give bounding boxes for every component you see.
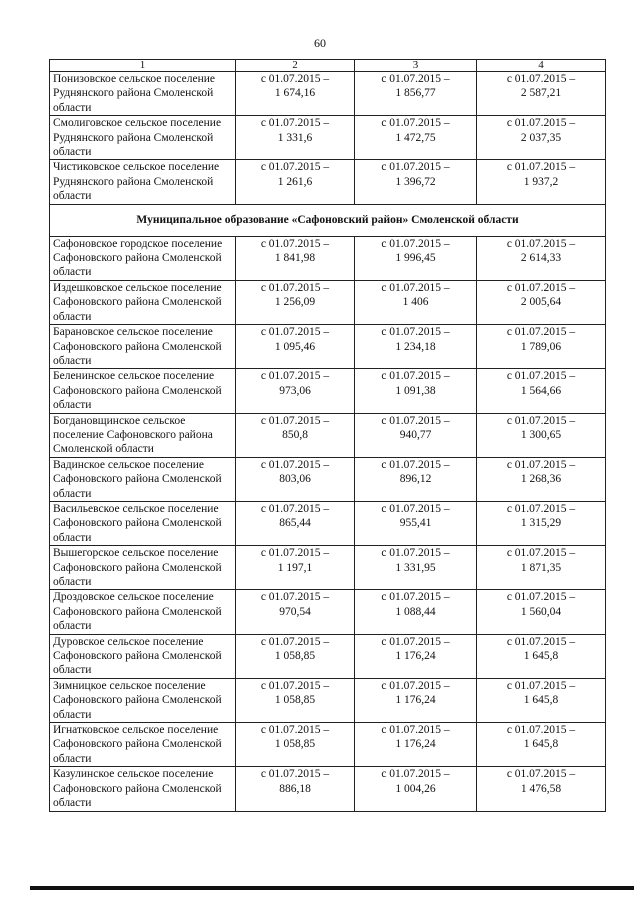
settlement-name: Смолиговское сельское поселение Руднянского района Смоленской области [50,116,236,160]
tariff-period: с 01.07.2015 – [381,635,450,648]
tariff-period: с 01.07.2015 – [381,370,450,383]
tariff-value: 1 472,75 [395,131,436,144]
tariff-period: с 01.07.2015 – [381,237,450,250]
section-row [50,204,606,236]
tariff-value: 1 256,09 [274,296,316,309]
tariff-cell [355,546,477,590]
table-row [50,325,606,369]
column-header: 4 [477,60,606,72]
tariff-cell [355,457,477,501]
tariff-period: с 01.07.2015 – [260,591,330,604]
tariff-period: с 01.07.2015 – [381,679,450,692]
table-row [50,369,606,413]
tariff-value: 865,44 [279,517,311,530]
tariff-period: с 01.07.2015 – [506,73,576,85]
tariff-value: 1 396,72 [395,175,436,188]
tariff-cell [236,457,355,501]
settlement-name: Игнатковское сельское поселение Сафоновского района Смоленской области [50,723,236,767]
table-row [50,501,606,545]
tariff-value: 1 560,04 [520,605,562,618]
tariff-value: 1 268,36 [520,473,562,486]
tariff-cell [477,723,606,767]
tariff-period: с 01.07.2015 – [260,161,330,174]
tariff-period: с 01.07.2015 – [260,237,330,250]
tariff-period: с 01.07.2015 – [506,679,576,692]
tariff-period: с 01.07.2015 – [260,414,330,427]
column-header: 3 [355,60,477,72]
tariff-value: 1 058,85 [274,694,316,707]
settlement-name: Чистиковское сельское поселение Руднянского района Смоленской области [50,160,236,204]
settlement-name: Богдановщинское сельское поселение Сафоновского района Смоленской области [50,413,236,457]
tariff-cell [477,280,606,324]
tariff-cell [355,236,477,280]
tariff-period: с 01.07.2015 – [506,117,576,130]
tariff-cell [355,116,477,160]
table-row [50,236,606,280]
tariff-period: с 01.07.2015 – [381,281,450,294]
tariff-period: с 01.07.2015 – [506,458,576,471]
tariff-cell [236,590,355,634]
settlement-name: Васильевское сельское поселение Сафоновского района Смоленской области [50,501,236,545]
tariff-value: 886,18 [279,782,311,795]
tariff-period: с 01.07.2015 – [381,768,450,781]
tariff-period: с 01.07.2015 – [260,326,330,339]
tariff-cell [236,767,355,811]
tariff-value: 1 261,6 [277,175,313,188]
footer-rule [30,886,634,890]
tariff-value: 1 331,95 [395,561,436,574]
tariff-value: 896,12 [399,473,432,486]
settlement-name: Вадинское сельское поселение Сафоновского района Смоленской области [50,457,236,501]
tariff-cell [477,116,606,160]
tariff-period: с 01.07.2015 – [381,547,450,560]
tariff-cell [355,678,477,722]
tariff-cell [236,369,355,413]
settlement-name: Барановское сельское поселение Сафоновского района Смоленской области [50,325,236,369]
tariff-value: 1 789,06 [520,340,562,353]
tariff-value: 1 004,26 [395,782,436,795]
tariff-cell [477,590,606,634]
settlement-name: Беленинское сельское поселение Сафоновского района Смоленской области [50,369,236,413]
tariff-period: с 01.07.2015 – [381,414,450,427]
tariff-period: с 01.07.2015 – [381,161,450,174]
tariff-value: 1 058,85 [274,650,316,663]
tariff-cell [355,72,477,116]
tariff-value: 850,8 [282,428,308,441]
tariff-value: 1 856,77 [395,87,436,100]
tariff-period: с 01.07.2015 – [506,502,576,515]
tariff-cell [355,767,477,811]
column-header: 2 [236,60,355,72]
tariff-value: 1 300,65 [520,428,562,441]
tariff-value: 1 095,46 [274,340,316,353]
tariff-period: с 01.07.2015 – [260,635,330,648]
tariff-period: с 01.07.2015 – [260,458,330,471]
tariff-cell [236,413,355,457]
page-number: 60 [314,36,326,50]
tariff-period: с 01.07.2015 – [381,724,450,737]
table-row [50,546,606,590]
tariff-value: 1 406 [402,296,429,309]
tariff-cell [355,325,477,369]
tariff-cell [355,369,477,413]
tariff-cell [477,236,606,280]
table-row [50,160,606,204]
tariff-value: 2 037,35 [520,131,562,144]
tariff-period: с 01.07.2015 – [260,73,330,85]
tariff-period: с 01.07.2015 – [506,635,576,648]
tariff-value: 1 841,98 [274,252,316,265]
tariff-value: 2 587,21 [520,87,562,100]
tariff-value: 1 088,44 [395,605,436,618]
tariff-period: с 01.07.2015 – [506,768,576,781]
tariff-value: 1 871,35 [520,561,562,574]
table-row [50,678,606,722]
tariff-period: с 01.07.2015 – [260,547,330,560]
settlement-name: Издешковское сельское поселение Сафоновского района Смоленской области [50,280,236,324]
tariff-value: 1 645,8 [523,738,559,751]
tariff-value: 940,77 [399,428,432,441]
tariff-cell [477,634,606,678]
tariff-cell [477,369,606,413]
tariff-value: 1 645,8 [523,650,559,663]
tariff-cell [236,280,355,324]
tariff-value: 1 996,45 [395,252,436,265]
settlement-name: Казулинское сельское поселение Сафоновского района Смоленской области [50,767,236,811]
tariff-value: 1 176,24 [395,694,436,707]
tariff-cell [355,590,477,634]
tariff-cell [477,72,606,116]
tariff-value: 1 476,58 [520,782,562,795]
table-header-row [50,60,606,72]
safonovo-rows [50,236,606,811]
settlement-name: Вышегорское сельское поселение Сафоновского района Смоленской области [50,546,236,590]
table-row [50,413,606,457]
tariff-value: 2 614,33 [520,252,562,265]
table-row [50,767,606,811]
tariff-value: 1 091,38 [395,384,436,397]
table-row [50,457,606,501]
table-row [50,116,606,160]
tariff-period: с 01.07.2015 – [381,326,450,339]
tariff-value: 1 645,8 [523,694,559,707]
tariff-cell [236,723,355,767]
tariff-value: 1 234,18 [395,340,436,353]
tariff-cell [477,160,606,204]
section-title: Муниципальное образование «Сафоновский район» Смоленской области [50,204,606,236]
tariff-cell [477,413,606,457]
tariff-value: 1 674,16 [274,87,316,100]
tariff-period: с 01.07.2015 – [260,768,330,781]
tariff-table [49,59,606,812]
tariff-value: 1 331,6 [277,131,313,144]
tariff-cell [477,501,606,545]
tariff-cell [477,678,606,722]
tariff-period: с 01.07.2015 – [381,591,450,604]
tariff-cell [477,767,606,811]
tariff-cell [236,72,355,116]
tariff-period: с 01.07.2015 – [260,281,330,294]
tariff-cell [236,160,355,204]
tariff-cell [355,501,477,545]
tariff-cell [236,501,355,545]
tariff-cell [477,325,606,369]
tariff-cell [236,634,355,678]
tariff-value: 1 058,85 [274,738,316,751]
tariff-period: с 01.07.2015 – [506,370,576,383]
tariff-cell [236,325,355,369]
tariff-cell [355,413,477,457]
tariff-period: с 01.07.2015 – [381,502,450,515]
tariff-cell [355,634,477,678]
tariff-cell [236,678,355,722]
tariff-value: 970,54 [279,605,311,618]
tariff-cell [355,723,477,767]
tariff-value: 955,41 [399,517,432,530]
tariff-period: с 01.07.2015 – [381,117,450,130]
tariff-value: 1 176,24 [395,738,436,751]
tariff-period: с 01.07.2015 – [260,502,330,515]
tariff-period: с 01.07.2015 – [260,724,330,737]
tariff-cell [236,116,355,160]
tariff-period: с 01.07.2015 – [506,281,576,294]
settlement-name: Дуровское сельское поселение Сафоновского района Смоленской области [50,634,236,678]
tariff-period: с 01.07.2015 – [506,326,576,339]
tariff-cell [236,546,355,590]
tariff-cell [355,160,477,204]
tariff-cell [355,280,477,324]
tariff-period: с 01.07.2015 – [506,237,576,250]
tariff-period: с 01.07.2015 – [506,414,576,427]
table-row [50,72,606,116]
tariff-cell [477,546,606,590]
rudnya-rows [50,72,606,205]
table-row [50,280,606,324]
tariff-period: с 01.07.2015 – [506,724,576,737]
table-row [50,723,606,767]
tariff-period: с 01.07.2015 – [506,591,576,604]
tariff-period: с 01.07.2015 – [260,370,330,383]
settlement-name: Понизовское сельское поселение Руднянского района Смоленской области [50,72,236,116]
tariff-period: с 01.07.2015 – [506,547,576,560]
tariff-cell [236,236,355,280]
tariff-value: 1 197,1 [277,561,313,574]
tariff-value: 1 937,2 [523,175,559,188]
settlement-name: Дроздовское сельское поселение Сафоновского района Смоленской области [50,590,236,634]
table-row [50,590,606,634]
tariff-cell [477,457,606,501]
tariff-period: с 01.07.2015 – [260,117,330,130]
tariff-period: с 01.07.2015 – [381,458,450,471]
tariff-period: с 01.07.2015 – [381,73,450,85]
tariff-period: с 01.07.2015 – [506,161,576,174]
table-row [50,634,606,678]
tariff-value: 1 176,24 [395,650,436,663]
tariff-value: 1 564,66 [520,384,562,397]
tariff-value: 2 005,64 [520,296,562,309]
tariff-period: с 01.07.2015 – [260,679,330,692]
tariff-value: 803,06 [279,473,311,486]
settlement-name: Зимницкое сельское поселение Сафоновского района Смоленской области [50,678,236,722]
column-header: 1 [50,60,236,72]
tariff-value: 1 315,29 [520,517,562,530]
tariff-value: 973,06 [279,384,311,397]
settlement-name: Сафоновское городское поселение Сафоновского района Смоленской области [50,236,236,280]
